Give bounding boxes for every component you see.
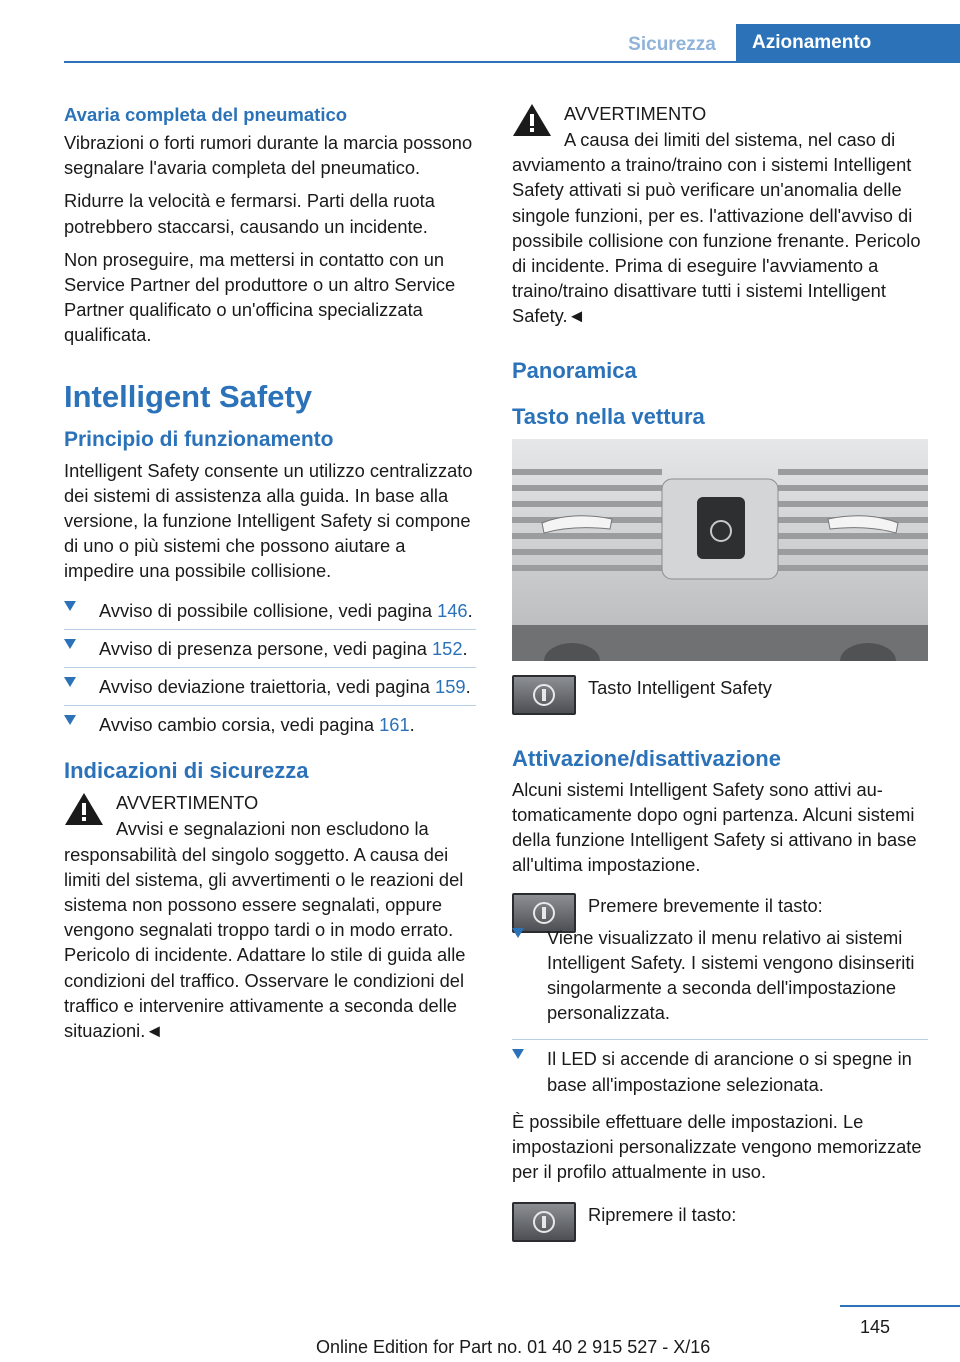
right-column xyxy=(512,100,928,1254)
list-item-text: Avviso cambio corsia, vedi pagina xyxy=(99,714,380,736)
list-item-end: . xyxy=(409,714,415,736)
edition-footer: Online Edition for Part no. 01 40 2 915 527 - X/16 xyxy=(316,1337,711,1357)
dashboard-photo xyxy=(512,439,928,661)
triangle-bullet-icon xyxy=(512,928,524,938)
led-list xyxy=(512,1039,928,1102)
list-item-text: Avviso deviazione traiettoria, vedi pagina xyxy=(99,676,436,698)
list-item xyxy=(512,1040,928,1102)
tire-paragraph-1: Vibrazioni o forti rumori durante la marcia possono segnalare l'avaria completa del pneumatico. xyxy=(64,132,473,179)
triangle-bullet-icon xyxy=(64,639,76,649)
press-instruction-text: Premere brevemente il tasto: xyxy=(588,895,823,917)
header-section-label: Sicurezza xyxy=(628,34,716,55)
list-item xyxy=(64,668,476,706)
page-link[interactable]: 161 xyxy=(379,714,410,736)
list-item-text: Avviso di presenza persone, vedi pagina xyxy=(99,637,432,659)
intelligent-safety-title: Intelligent Safety xyxy=(64,378,313,414)
page-number: 145 xyxy=(860,1317,891,1337)
press-instruction xyxy=(512,893,928,1031)
list-item-text: Avviso di possibile collisione, vedi pagina xyxy=(99,599,438,621)
tire-paragraph-2: Ridurre la velocità e fermarsi. Parti della ruota potrebbero staccarsi, causando un incidente. xyxy=(64,190,435,237)
principle-heading: Principio di funzionamento xyxy=(64,427,334,451)
list-item xyxy=(64,630,476,668)
tire-failure-heading: Avaria completa del pneumatico xyxy=(64,104,348,125)
warning-block xyxy=(64,789,476,1043)
press-result-list xyxy=(512,919,928,1032)
activation-heading: Attivazione/disattivazione xyxy=(512,745,781,771)
safety-heading: Indicazioni di sicurezza xyxy=(64,758,309,784)
footer-rule xyxy=(840,1305,960,1307)
principle-paragraph: Intelligent Safety consente un utilizzo centralizzato dei sistemi di assistenza alla guida. In base alla versione, la funzione Intelligent Safety si compone di uno o più sistemi che possono aiutare a impedire una possibile collisione. xyxy=(64,459,473,582)
list-item-end: . xyxy=(465,676,471,698)
warning-title: AVVERTIMENTO xyxy=(116,792,259,814)
list-item xyxy=(64,706,476,743)
left-column xyxy=(64,100,476,1051)
list-item-end: . xyxy=(462,637,468,659)
warning-text: Avvisi e segnalazioni non escludono la responsabilità del singolo soggetto. A causa dei limiti del sistema, gli avvertimenti o le reazioni del sistema non possono essere segnalati, oppure vengono segnalati troppo tardi o in modo errato. Pericolo di incidente. Adattare lo stile di guida alle condizioni del traffico. Osservare le condizioni del traffico e intervenire attivamente a seconda delle situazioni.◄ xyxy=(64,818,466,1042)
page-link[interactable]: 159 xyxy=(435,676,466,698)
warning-triangle-icon xyxy=(64,791,104,827)
intelligent-safety-button-icon xyxy=(512,1202,576,1242)
warning-triangle-icon xyxy=(512,102,552,138)
header-rule xyxy=(64,61,960,63)
page-link[interactable]: 146 xyxy=(437,599,468,621)
list-item-text: Viene visualizzato il menu relativo ai sistemi Intelligent Safety. I sistemi vengono disinseriti singolarmente a seconda dell'impostazione personalizzata. xyxy=(547,926,915,1024)
list-item xyxy=(512,919,928,1032)
triangle-bullet-icon xyxy=(64,601,76,611)
button-legend-text: Tasto Intelligent Safety xyxy=(588,676,772,698)
triangle-bullet-icon xyxy=(64,677,76,687)
repress-instruction-text: Ripremere il tasto: xyxy=(588,1204,737,1226)
list-item-text: Il LED si accende di arancione o si spegne in base all'impostazione selezionata. xyxy=(547,1048,912,1095)
activation-paragraph: Alcuni sistemi Intelligent Safety sono attivi automaticamente dopo ogni partenza. Alcuni sistemi della funzione Intelligent Safety si attivano in base all'ultima impostazione. xyxy=(512,778,917,876)
list-item-end: . xyxy=(467,599,473,621)
button-legend xyxy=(512,675,928,719)
feature-list xyxy=(64,592,476,744)
triangle-bullet-icon xyxy=(64,715,76,725)
warning-block xyxy=(512,100,928,329)
list-item xyxy=(64,592,476,630)
warning-title: AVVERTIMENTO xyxy=(564,103,707,124)
warning-text: A causa dei limiti del sistema, nel caso di avviamento a traino/traino con i sistemi Intelligent Safety attivati si può verificare un'anomalia delle singole funzioni, per es. l'attivazione dell'avviso di possibile collisione con funzione frenante. Pericolo di incidente. Prima di eseguire l'avviamento a traino/traino disattivare tutti i sistemi Intelligent Safety.◄ xyxy=(512,129,921,327)
settings-paragraph: È possibile effettuare delle impostazioni. Le impostazioni personalizzate vengono memorizzate per il profilo attualmente in uso. xyxy=(512,1110,922,1183)
tire-paragraph-3: Non proseguire, ma mettersi in contatto con un Service Partner del produttore o un altro Service Partner qualificato o un'officina specializzata qualificata. xyxy=(64,248,456,346)
header-chapter-tab: Azionamento xyxy=(736,24,960,61)
repress-instruction xyxy=(512,1202,928,1246)
intelligent-safety-button-icon xyxy=(512,675,576,715)
page-link[interactable]: 152 xyxy=(432,637,463,659)
button-location-heading: Tasto nella vettura xyxy=(512,403,705,429)
overview-heading: Panoramica xyxy=(512,357,637,383)
triangle-bullet-icon xyxy=(512,1049,524,1059)
